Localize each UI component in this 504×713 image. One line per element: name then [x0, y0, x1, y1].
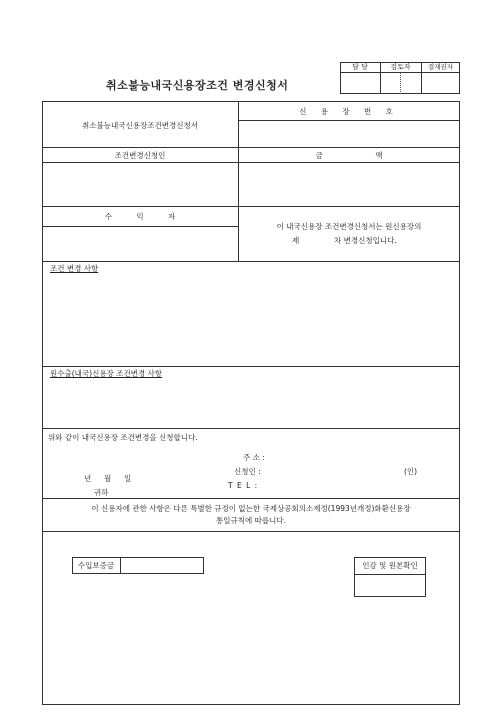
notice-line-2-suffix: 차 변경신청입니다.	[334, 236, 397, 245]
change-section-label: 조건 변경 사항	[50, 264, 99, 273]
beneficiary-label: 수 익 자	[104, 212, 176, 221]
seal-label: (인)	[404, 467, 418, 476]
approval-label-reviewer: 검토자	[390, 63, 411, 71]
notice-line-2-prefix: 제	[292, 236, 300, 245]
applicant-field[interactable]	[44, 164, 236, 204]
declaration-text: 위와 같이 내국신용장 조건변경을 신청합니다.	[48, 433, 198, 442]
address-field[interactable]	[275, 450, 400, 462]
original-lc-changes-field[interactable]	[44, 381, 458, 426]
notice-line-1: 이 내국신용장 조건변경신청서는 원신용장의	[276, 222, 422, 231]
deposit-amount-field[interactable]	[122, 559, 202, 572]
change-items-field[interactable]	[44, 276, 458, 364]
tel-label: T E L :	[228, 481, 259, 490]
approval-label-approver: 결재권자	[427, 63, 454, 71]
seal-check-field[interactable]	[356, 576, 424, 595]
form-name-label: 취소불능내국신용장조건변경신청서	[82, 121, 198, 130]
rule-text-line-2: 통일규칙에 따릅니다.	[216, 516, 286, 525]
seal-check-label: 인감 및 원본확인	[362, 561, 418, 570]
applicant-sign-label: 신청인 :	[234, 467, 261, 476]
rule-text-line-1: 이 신용자에 관한 사항은 다른 특별한 규정이 없는한 국제상공회의소제정(1993년개정)화환신용장	[91, 504, 411, 513]
addressee-label: 귀하	[94, 488, 109, 497]
lc-number-label: 신 용 장 번 호	[299, 107, 399, 116]
date-month: 월	[104, 474, 112, 483]
approval-label-staff: 담 당	[352, 63, 368, 71]
date-year: 년	[84, 474, 92, 483]
tel-field[interactable]	[275, 478, 400, 490]
lc-number-field[interactable]	[240, 122, 458, 146]
address-label: 주 소 :	[243, 453, 265, 462]
page-title: 취소불능내국신용장조건 변경신청서	[106, 79, 289, 92]
date-day: 일	[124, 474, 132, 483]
applicant-name-field[interactable]	[275, 464, 400, 476]
amount-label: 금 액	[315, 151, 383, 160]
deposit-label: 수입보증금	[77, 561, 115, 570]
beneficiary-field[interactable]	[44, 228, 236, 259]
amount-field[interactable]	[240, 164, 458, 204]
applicant-label: 조건변경신청인	[114, 151, 166, 160]
original-lc-section-label: 원수출(내국)신용장 조건변경 사항	[50, 369, 163, 378]
